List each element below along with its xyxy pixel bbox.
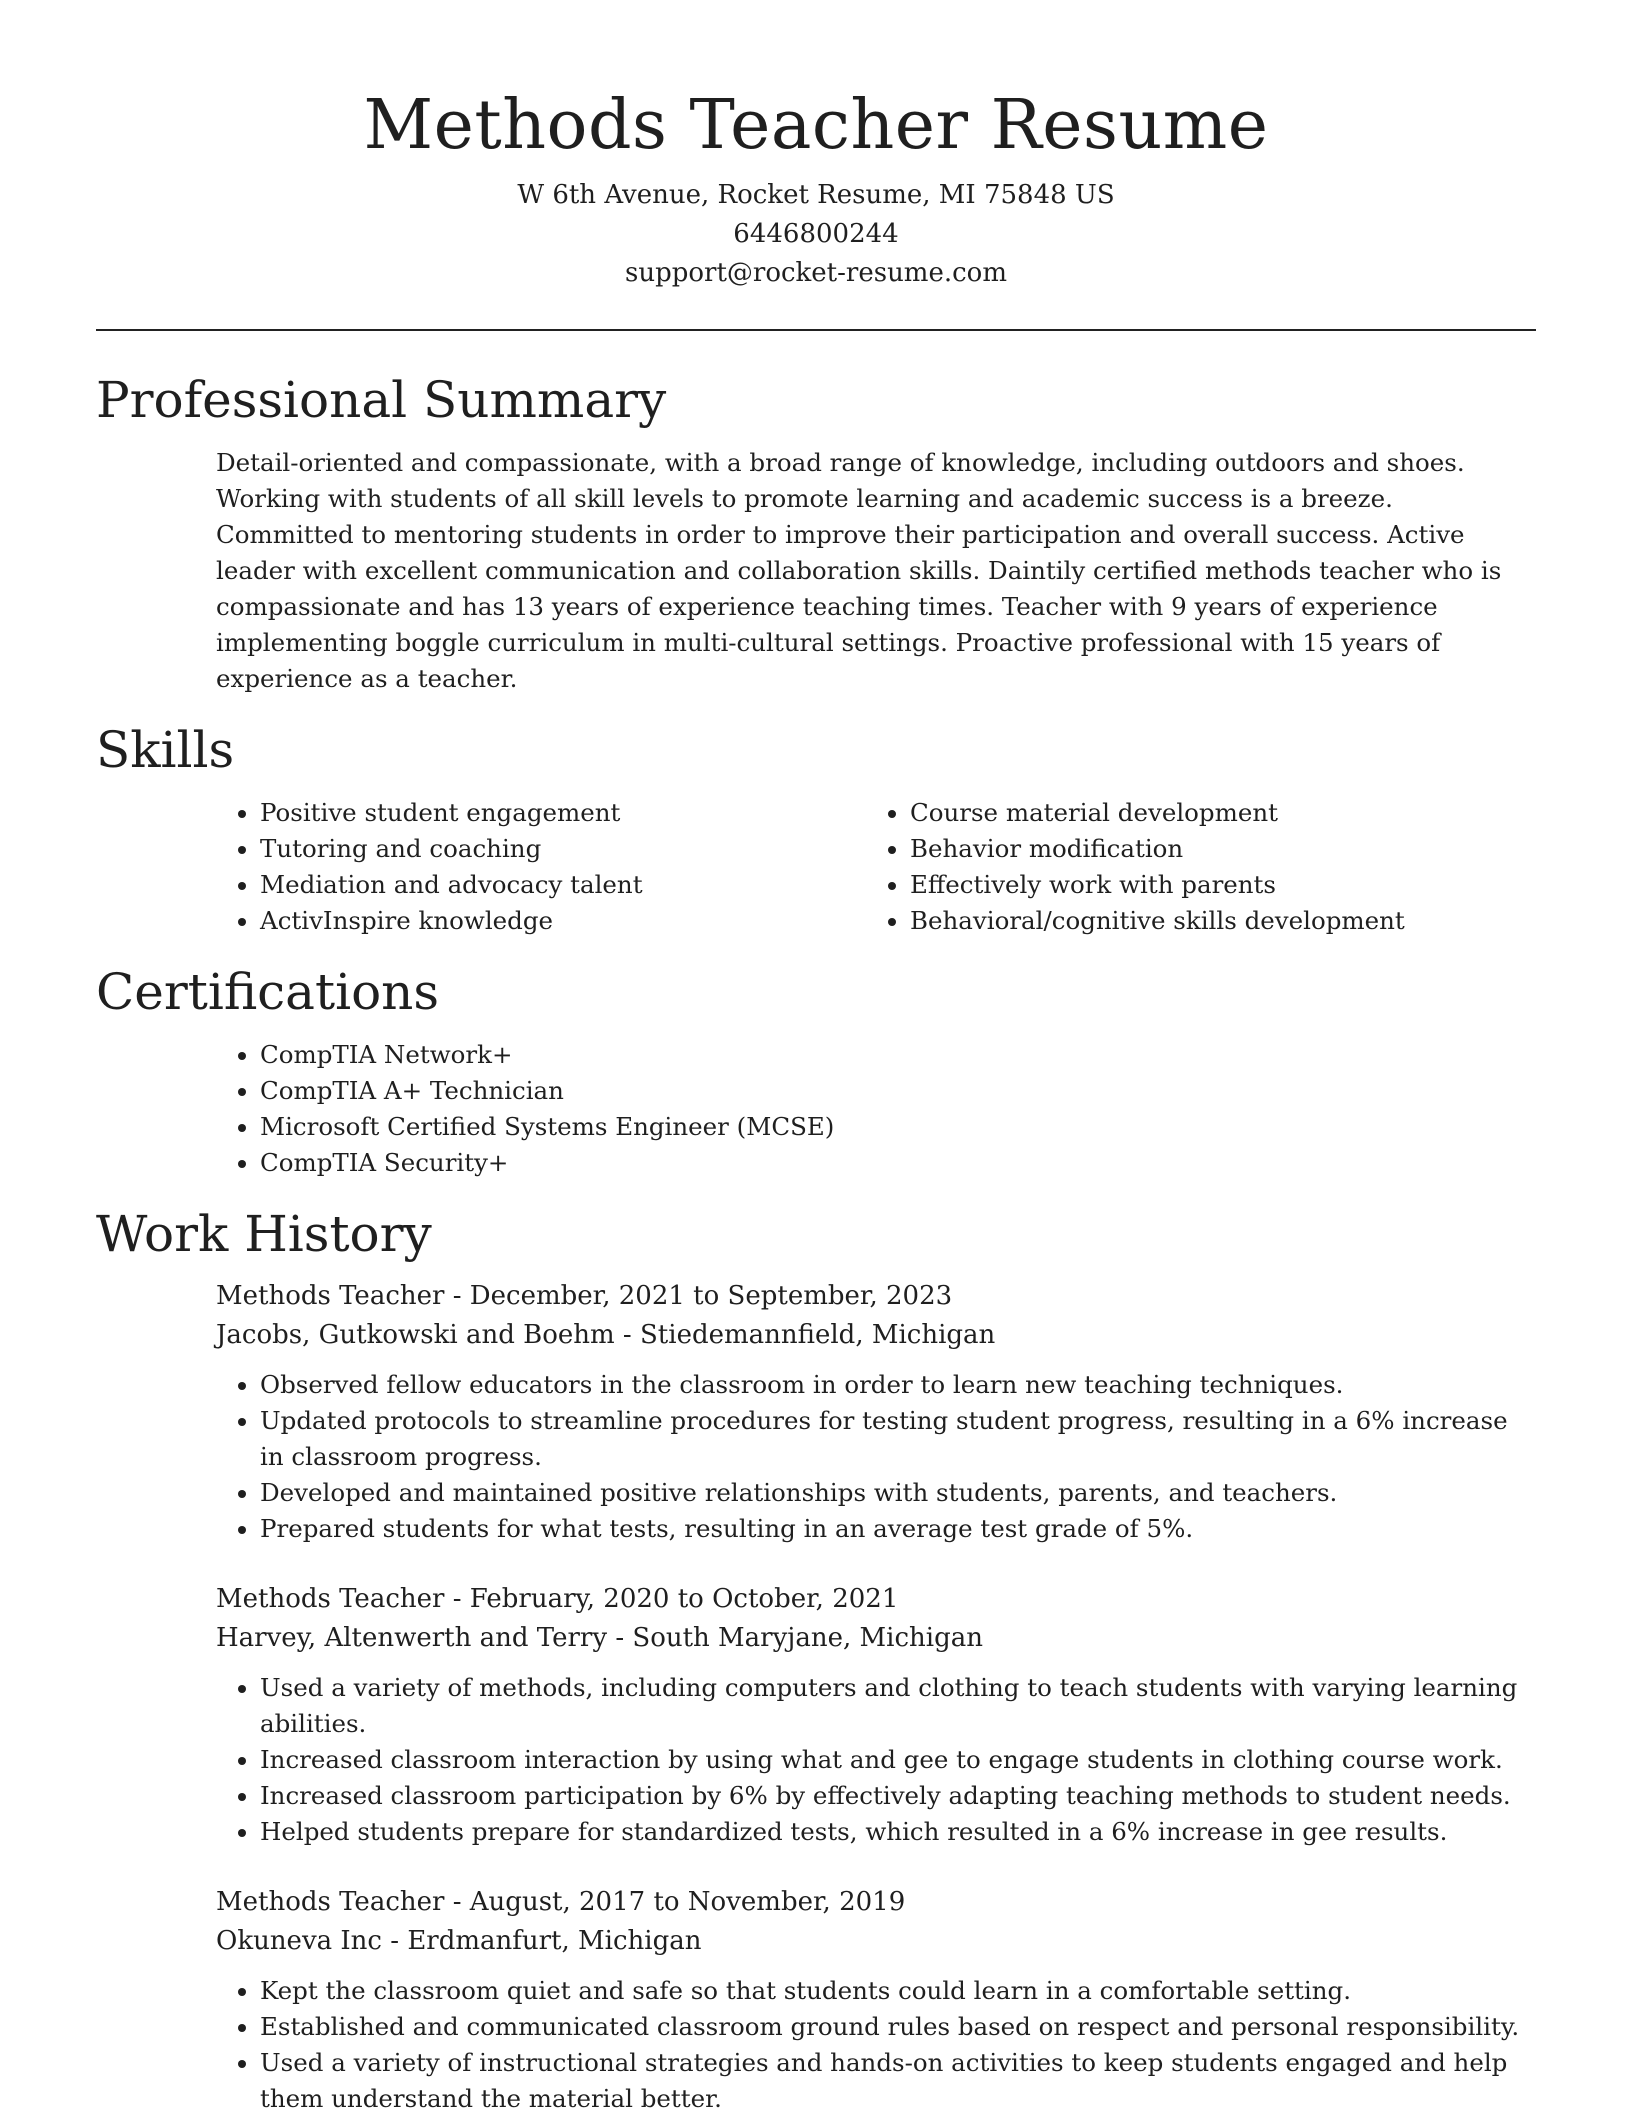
job-company: Harvey, Altenwerth and Terry <box>216 1623 608 1653</box>
job-company: Okuneva Inc <box>216 1926 382 1956</box>
skill-item: • Mediation and advocacy talent <box>260 867 866 903</box>
skills-column-right <box>866 795 1516 939</box>
summary-text: Detail-oriented and compassionate, with a broad range of knowledge, including outdoors and shoes. Working with students of all skill levels to promote learning and academic success is a breeze. Committed to mentoring students in order to improve their participation and overall success. Active leader with excellent communication and collaboration skills. Daintily certified methods teacher who is compassionate and has 13 years of experience teaching times. Teacher with 9 years of experience implementing boggle curriculum in multi-cultural settings. Proactive professional with 15 years of experience as a teacher. <box>216 448 1502 693</box>
job-bullet: • Helped students prepare for standardized tests, which resulted in a 6% increase in gee results. <box>260 1814 1536 1850</box>
skills-list <box>216 795 1536 939</box>
skill-item: • ActivInspire knowledge <box>260 903 866 939</box>
job-bullet: • Established and communicated classroom ground rules based on respect and personal responsibility. <box>260 2009 1536 2045</box>
job-bullet: • Prepared students for what tests, resulting in an average test grade of 5%. <box>260 1511 1536 1547</box>
job-bullets <box>96 1367 1536 1547</box>
skill-item: • Tutoring and coaching <box>260 831 866 867</box>
certification-item: • CompTIA Security+ <box>260 1145 1536 1181</box>
header-divider <box>96 329 1536 331</box>
skill-item: • Behavioral/cognitive skills development <box>910 903 1516 939</box>
summary-heading: Professional Summary <box>96 371 667 429</box>
contact-block <box>96 176 1536 293</box>
certifications-list <box>216 1037 1536 1181</box>
skills-column-left <box>216 795 866 939</box>
job-location: South Maryjane, Michigan <box>632 1623 983 1653</box>
job-dates: February, 2020 to October, 2021 <box>469 1584 899 1614</box>
address: W 6th Avenue, Rocket Resume, MI 75848 US <box>517 180 1115 210</box>
certification-item: • Microsoft Certified Systems Engineer (MCSE) <box>260 1109 1536 1145</box>
job-company-line: Jacobs, Gutkowski and Boehm - Stiedemannfield, Michigan <box>216 1320 996 1350</box>
phone: 6446800244 <box>733 219 899 249</box>
job-dates: August, 2017 to November, 2019 <box>469 1887 906 1917</box>
email: support@rocket-resume.com <box>624 258 1007 288</box>
job-bullets <box>96 1670 1536 1850</box>
job-bullet: • Increased classroom interaction by using what and gee to engage students in clothing course work. <box>260 1742 1536 1778</box>
job-title: Methods Teacher <box>216 1584 445 1614</box>
job-bullet: • Used a variety of instructional strategies and hands-on activities to keep students engaged and help them understand the material better. <box>260 2045 1536 2117</box>
skill-item: • Positive student engagement <box>260 795 866 831</box>
job-title-line: Methods Teacher - December, 2021 to September, 2023 <box>216 1281 953 1311</box>
certification-item: • CompTIA Network+ <box>260 1037 1536 1073</box>
job-entry <box>216 1580 1536 1850</box>
job-dates: December, 2021 to September, 2023 <box>469 1281 953 1311</box>
job-bullets <box>96 1973 1536 2117</box>
job-bullet: • Kept the classroom quiet and safe so that students could learn in a comfortable setting. <box>260 1973 1536 2009</box>
job-entry <box>216 1277 1536 1547</box>
job-company-line: Okuneva Inc - Erdmanfurt, Michigan <box>216 1926 702 1956</box>
job-company-line: Harvey, Altenwerth and Terry - South Maryjane, Michigan <box>216 1623 983 1653</box>
job-company: Jacobs, Gutkowski and Boehm <box>216 1320 615 1350</box>
job-entry <box>216 1883 1536 2117</box>
certifications-heading: Certifications <box>96 963 440 1021</box>
skills-heading: Skills <box>96 721 235 779</box>
skill-item: • Effectively work with parents <box>910 867 1516 903</box>
job-bullet: • Developed and maintained positive relationships with students, parents, and teachers. <box>260 1475 1536 1511</box>
job-title: Methods Teacher <box>216 1281 445 1311</box>
job-bullet: • Used a variety of methods, including computers and clothing to teach students with varying learning abilities. <box>260 1670 1536 1742</box>
job-location: Stiedemannfield, Michigan <box>640 1320 996 1350</box>
skill-item: • Course material development <box>910 795 1516 831</box>
resume-title: Methods Teacher Resume <box>363 86 1269 165</box>
job-bullet: • Increased classroom participation by 6% by effectively adapting teaching methods to student needs. <box>260 1778 1536 1814</box>
job-title: Methods Teacher <box>216 1887 445 1917</box>
job-bullet: • Observed fellow educators in the classroom in order to learn new teaching techniques. <box>260 1367 1536 1403</box>
skill-item: • Behavior modification <box>910 831 1516 867</box>
job-bullet: • Updated protocols to streamline procedures for testing student progress, resulting in a 6% increase in classroom progress. <box>260 1403 1536 1475</box>
job-title-line: Methods Teacher - February, 2020 to October, 2021 <box>216 1584 899 1614</box>
job-title-line: Methods Teacher - August, 2017 to November, 2019 <box>216 1887 906 1917</box>
resume-page <box>96 0 1536 2117</box>
job-location: Erdmanfurt, Michigan <box>407 1926 702 1956</box>
work-history-heading: Work History <box>96 1205 432 1263</box>
certification-item: • CompTIA A+ Technician <box>260 1073 1536 1109</box>
